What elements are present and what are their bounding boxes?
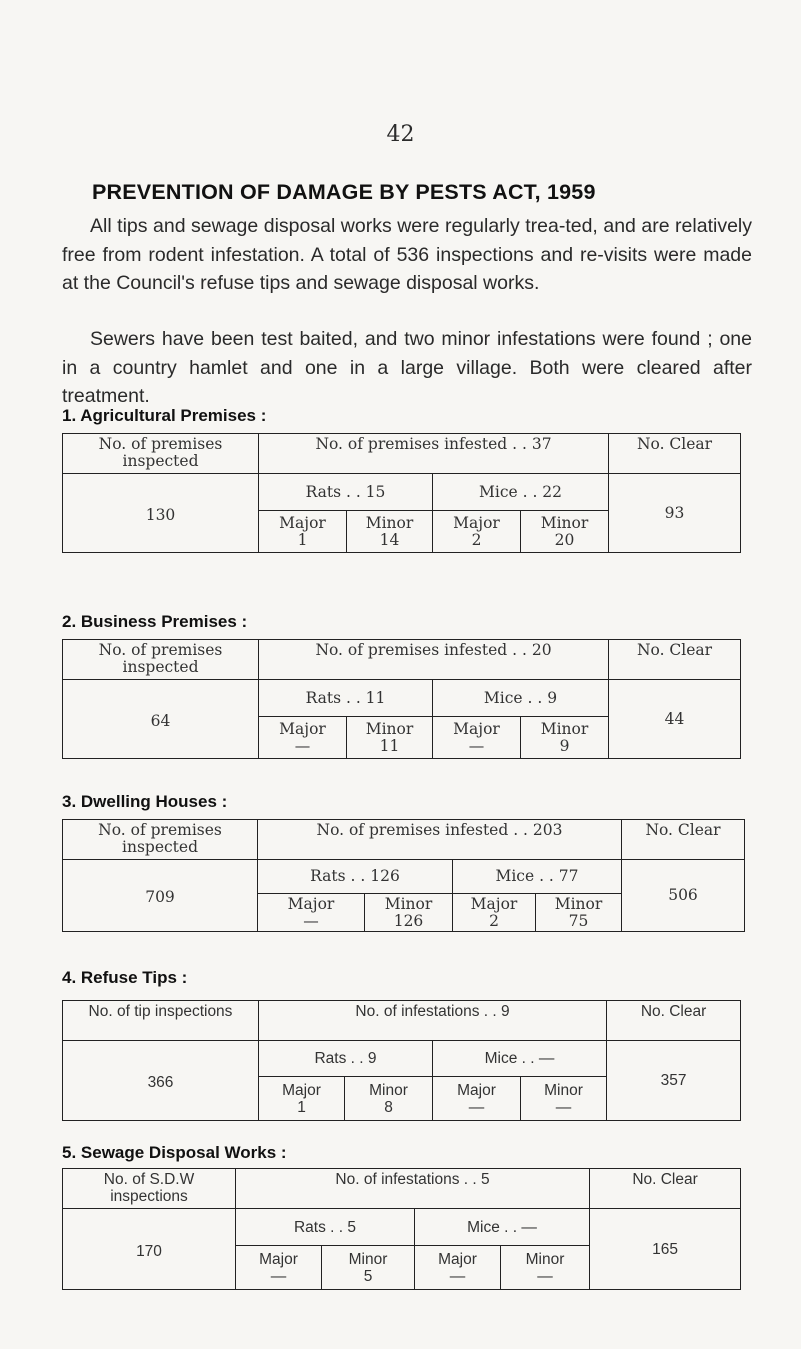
rats-major-cell — [259, 1077, 345, 1121]
mice-count: Mice . . — — [415, 1209, 590, 1246]
rats-major-cell — [236, 1246, 322, 1290]
minor-label: Minor — [365, 513, 414, 532]
rats-count: Rats . . 15 — [259, 474, 433, 511]
minor-label: Minor — [540, 513, 589, 532]
major-label: Major — [282, 1081, 321, 1099]
minor-label: Minor — [544, 1081, 583, 1099]
rats-count: Rats . . 11 — [259, 680, 433, 717]
rats-minor-cell — [345, 1077, 433, 1121]
sewage-disposal-works-table — [62, 1168, 741, 1290]
mice-count: Mice . . 22 — [433, 474, 609, 511]
major-value: 2 — [471, 530, 482, 549]
clear-header: No. Clear — [607, 1001, 741, 1041]
major-value: — — [294, 736, 311, 755]
rats-minor-cell — [365, 894, 453, 932]
mice-major-cell — [433, 717, 521, 759]
minor-value: 11 — [379, 736, 400, 755]
minor-value: 75 — [568, 911, 589, 930]
clear-header: No. Clear — [590, 1169, 741, 1209]
mice-minor-cell — [501, 1246, 590, 1290]
mice-minor-cell — [521, 1077, 607, 1121]
clear-value: 93 — [609, 474, 741, 553]
premises-inspected-value: 130 — [63, 474, 259, 553]
major-value: — — [303, 911, 319, 930]
rats-major-cell — [259, 511, 347, 553]
infested-header: No. of premises infested . . 37 — [259, 434, 609, 474]
minor-value: 20 — [554, 530, 575, 549]
minor-value: — — [537, 1267, 553, 1285]
major-value: 1 — [297, 1098, 306, 1116]
minor-label: Minor — [365, 719, 414, 738]
mice-count: Mice . . 77 — [453, 860, 622, 894]
mice-major-cell — [453, 894, 536, 932]
page-title: PREVENTION OF DAMAGE BY PESTS ACT, 1959 — [92, 180, 596, 204]
mice-minor-cell — [521, 717, 609, 759]
major-label: Major — [438, 1250, 477, 1268]
major-label: Major — [259, 1250, 298, 1268]
clear-value: 44 — [609, 680, 741, 759]
minor-label: Minor — [369, 1081, 408, 1099]
major-value: 1 — [297, 530, 308, 549]
rats-major-cell — [259, 717, 347, 759]
infestations-header: No. of infestations . . 5 — [236, 1169, 590, 1209]
clear-value: 165 — [590, 1209, 741, 1290]
rats-major-cell — [258, 894, 365, 932]
mice-major-cell — [433, 511, 521, 553]
mice-count: Mice . . 9 — [433, 680, 609, 717]
major-value: 2 — [489, 911, 499, 930]
tip-inspections-value: 366 — [63, 1041, 259, 1121]
minor-value: 14 — [379, 530, 400, 549]
clear-header: No. Clear — [609, 640, 741, 680]
rats-count: Rats . . 5 — [236, 1209, 415, 1246]
infestations-header: No. of infestations . . 9 — [259, 1001, 607, 1041]
page-number: 42 — [386, 122, 415, 147]
refuse-tips-table — [62, 1000, 741, 1121]
minor-value: 8 — [384, 1098, 393, 1116]
mice-count: Mice . . — — [433, 1041, 607, 1077]
premises-inspected-header: No. of premises inspected — [63, 434, 259, 474]
clear-header: No. Clear — [622, 820, 745, 860]
rats-minor-cell — [322, 1246, 415, 1290]
rats-count: Rats . . 9 — [259, 1041, 433, 1077]
major-label: Major — [279, 719, 326, 738]
section-title-business: 2. Business Premises : — [62, 612, 248, 631]
paragraph-tips: All tips and sewage disposal works were regularly trea-ted, and are relatively free from rodent infestation. A total of 536 inspections and re-visits were made at the Council's refuse tips and sewage disposal works. — [62, 215, 752, 294]
clear-value: 357 — [607, 1041, 741, 1121]
premises-inspected-value: 64 — [63, 680, 259, 759]
premises-inspected-header: No. of premises inspected — [63, 820, 258, 860]
major-label: Major — [287, 894, 335, 913]
clear-value: 506 — [622, 860, 745, 932]
business-premises-table — [62, 639, 741, 759]
mice-minor-cell — [536, 894, 622, 932]
mice-major-cell — [415, 1246, 501, 1290]
section-title-sewage-disposal: 5. Sewage Disposal Works : — [62, 1143, 287, 1162]
minor-label: Minor — [540, 719, 589, 738]
agricultural-premises-table — [62, 433, 741, 553]
section-title-refuse-tips: 4. Refuse Tips : — [62, 968, 188, 987]
minor-label: Minor — [525, 1250, 565, 1268]
mice-minor-cell — [521, 511, 609, 553]
infested-header: No. of premises infested . . 20 — [259, 640, 609, 680]
paragraph-sewers: Sewers have been test baited, and two minor infestations were found ; one in a country hamlet and one in a large village. Both were cleared after treatment. — [62, 328, 752, 407]
major-value: — — [270, 1267, 287, 1285]
premises-inspected-value: 709 — [63, 860, 258, 932]
major-label: Major — [453, 719, 500, 738]
minor-label: Minor — [554, 894, 603, 913]
premises-inspected-header: No. of premises inspected — [63, 640, 259, 680]
tip-inspections-header: No. of tip inspections — [63, 1001, 259, 1041]
infested-header: No. of premises infested . . 203 — [258, 820, 622, 860]
rats-count: Rats . . 126 — [258, 860, 453, 894]
minor-value: 9 — [559, 736, 570, 755]
minor-value: 5 — [363, 1267, 373, 1285]
major-label: Major — [279, 513, 326, 532]
major-value: — — [449, 1267, 466, 1285]
section-title-agricultural: 1. Agricultural Premises : — [62, 406, 267, 425]
sdw-inspections-header: No. of S.D.W inspections — [63, 1169, 236, 1209]
major-label: Major — [453, 513, 500, 532]
minor-value: — — [555, 1098, 572, 1116]
rats-minor-cell — [347, 717, 433, 759]
dwelling-houses-table — [62, 819, 745, 932]
sdw-inspections-value: 170 — [63, 1209, 236, 1290]
clear-header: No. Clear — [609, 434, 741, 474]
major-value: — — [468, 736, 485, 755]
section-title-dwelling: 3. Dwelling Houses : — [62, 792, 228, 811]
minor-label: Minor — [348, 1250, 388, 1268]
major-value: — — [468, 1098, 485, 1116]
rats-minor-cell — [347, 511, 433, 553]
minor-value: 126 — [393, 911, 424, 930]
mice-major-cell — [433, 1077, 521, 1121]
major-label: Major — [470, 894, 518, 913]
major-label: Major — [457, 1081, 496, 1099]
minor-label: Minor — [384, 894, 433, 913]
